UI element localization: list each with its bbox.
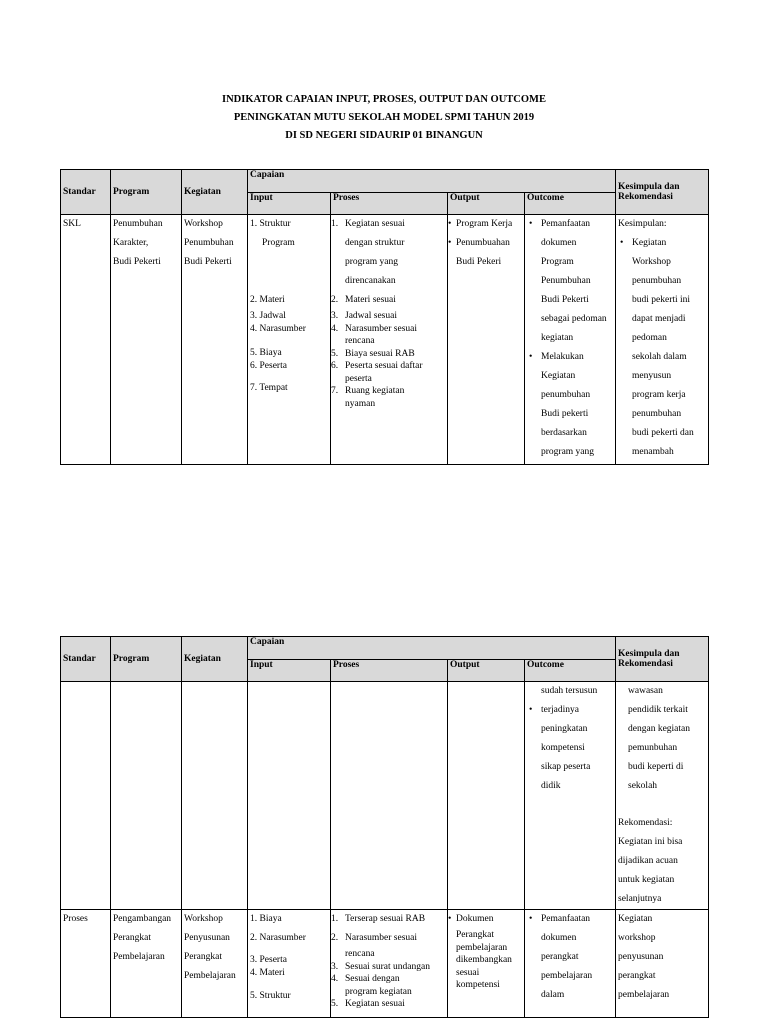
cell-input: 1. Struktur Program 2. Materi 3. Jadwal 4. Narasumber 5. Biaya 6. Peserta 7. Tempat	[248, 215, 331, 465]
header-input: Input	[248, 193, 331, 215]
cell-output-empty	[448, 682, 525, 910]
cell-standar: SKL	[61, 215, 111, 465]
header-capaian: Capaian	[248, 637, 616, 660]
header-program: Program	[111, 170, 182, 215]
header-proses: Proses	[331, 660, 448, 682]
header-kesimpulan: Kesimpula dan Rekomendasi	[616, 170, 709, 215]
header-capaian: Capaian	[248, 170, 616, 193]
cell-input-empty	[248, 682, 331, 910]
header-output: Output	[448, 660, 525, 682]
header-outcome: Outcome	[525, 193, 616, 215]
cell-proses: 1. Kegiatan sesuai dengan struktur program yang direncanakan 2. Materi sesuai 3. Jadwal sesuai 4. Narasumber sesuai rencana 5. Biaya sesuai RAB 6. Peserta sesuai daftar peserta 7. Ruang kegiatan nyaman	[331, 215, 448, 465]
doc-title-line-3: DI SD NEGERI SIDAURIP 01 BINANGUN	[285, 130, 483, 141]
cell-output: • Program Kerja • Penumbuahan Budi Pekeri	[448, 215, 525, 465]
cell-program-empty	[111, 682, 182, 910]
cell-standar-empty	[61, 682, 111, 910]
header-kegiatan: Kegiatan	[182, 637, 248, 682]
cell-outcome-proses: • Pemanfaatan dokumen perangkat pembelajaran dalam	[525, 910, 616, 1018]
cell-kesimpulan-continued: wawasan pendidik terkait dengan kegiatan pemunbuhan budi keperti di sekolah Rekomendasi: Kegiatan ini bisa dijadikan acuan untuk kegiatan selanjutnya	[616, 682, 709, 910]
cell-proses-empty	[331, 682, 448, 910]
cell-program-proses: Pengambangan Perangkat Pembelajaran	[111, 910, 182, 1018]
cell-input-proses: 1. Biaya 2. Narasumber 3. Peserta 4. Materi 5. Struktur	[248, 910, 331, 1018]
header-program: Program	[111, 637, 182, 682]
header-standar: Standar	[61, 170, 111, 215]
cell-program: Penumbuhan Karakter, Budi Pekerti	[111, 215, 182, 465]
header-input: Input	[248, 660, 331, 682]
indicator-table-1	[60, 169, 709, 465]
cell-kegiatan: Workshop Penumbuhan Budi Pekerti	[182, 215, 248, 465]
header-outcome: Outcome	[525, 660, 616, 682]
cell-proses-proses: 1. Terserap sesuai RAB 2. Narasumber sesuai rencana 3. Sesuai surat undangan 4. Sesuai dengan program kegiatan 5. Kegiatan sesuai	[331, 910, 448, 1018]
indicator-table-2	[60, 636, 709, 1018]
cell-outcome-continued: sudah tersusun • terjadinya peningkatan kompetensi sikap peserta didik	[525, 682, 616, 910]
header-kegiatan: Kegiatan	[182, 170, 248, 215]
doc-title-line-2: PENINGKATAN MUTU SEKOLAH MODEL SPMI TAHUN 2019	[233, 112, 535, 123]
cell-outcome: • Pemanfaatan dokumen Program Penumbuhan Budi Pekerti sebagai pedoman kegiatan • Melakukan Kegiatan penumbuhan Budi pekerti berdasarkan program yang	[525, 215, 616, 465]
cell-kegiatan-proses: Workshop Penyusunan Perangkat Pembelajaran	[182, 910, 248, 1018]
header-proses: Proses	[331, 193, 448, 215]
cell-output-proses: • Dokumen Perangkat pembelajaran dikembangkan sesuai kompetensi	[448, 910, 525, 1018]
header-kesimpulan: Kesimpula dan Rekomendasi	[616, 637, 709, 682]
cell-standar-proses: Proses	[61, 910, 111, 1018]
header-output: Output	[448, 193, 525, 215]
cell-kesimpulan: Kesimpulan: • Kegiatan Workshop penumbuhan budi pekerti ini dapat menjadi pedoman sekolah dalam menyusun program kerja penumbuhan budi pekerti dan menambah	[616, 215, 709, 465]
cell-kesimpulan-proses: Kegiatan workshop penyusunan perangkat pembelajaran	[616, 910, 709, 1018]
doc-title-line-1: INDIKATOR CAPAIAN INPUT, PROSES, OUTPUT DAN OUTCOME	[222, 94, 546, 105]
cell-kegiatan-empty	[182, 682, 248, 910]
header-standar: Standar	[61, 637, 111, 682]
